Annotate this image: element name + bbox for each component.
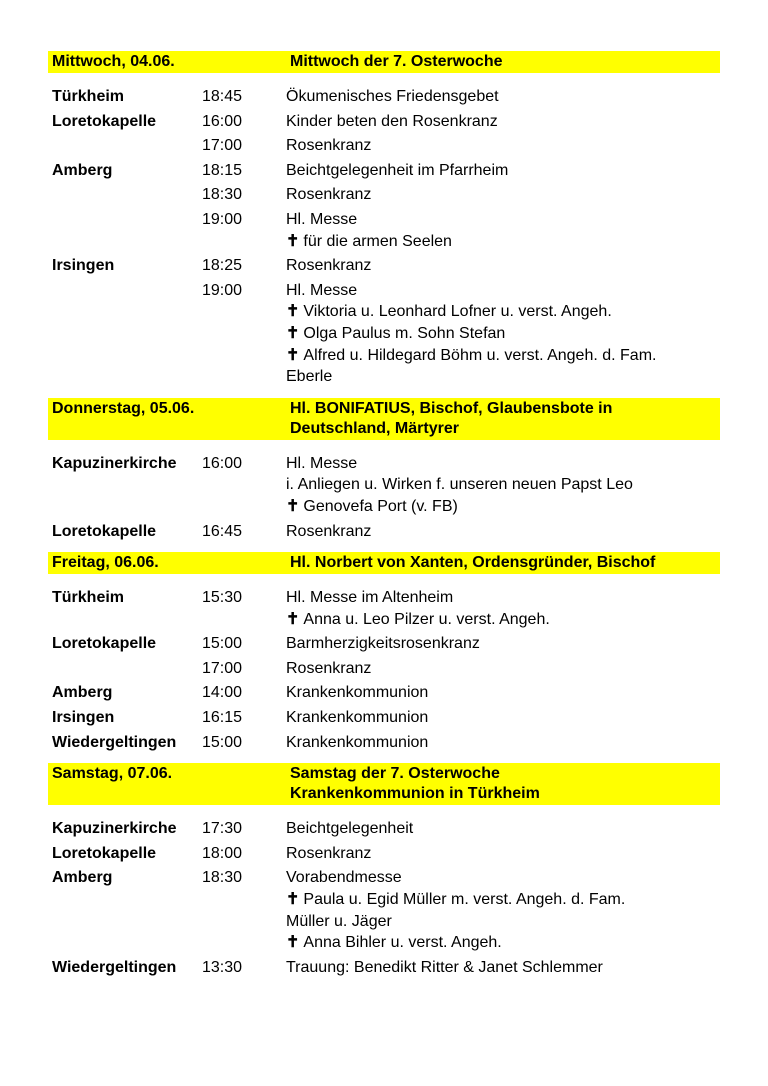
entry-line-text: Beichtgelegenheit im Pfarrheim xyxy=(286,161,509,179)
day-entries xyxy=(48,805,720,988)
entry-time: 15:30 xyxy=(202,589,243,607)
entry-line-text: Anna u. Leo Pilzer u. verst. Angeh. xyxy=(303,610,550,628)
cross-icon: ✝ xyxy=(286,891,300,909)
entry-time: 17:00 xyxy=(202,137,243,155)
entry-time: 14:00 xyxy=(202,684,243,702)
entry-time: 19:00 xyxy=(202,210,243,228)
day-title-line: Hl. BONIFATIUS, Bischof, Glaubensbote in xyxy=(290,399,613,417)
entry-time: 19:00 xyxy=(202,281,243,299)
entry-line-text: Vorabendmesse xyxy=(286,869,402,887)
day-date: Freitag, 06.06. xyxy=(52,554,159,572)
schedule-entry xyxy=(48,280,720,388)
entry-description xyxy=(286,957,720,979)
entry-line-text: Olga Paulus m. Sohn Stefan xyxy=(303,324,506,342)
cross-icon: ✝ xyxy=(286,303,300,321)
schedule-entry xyxy=(48,160,720,182)
schedule-entry xyxy=(48,633,720,655)
cross-icon: ✝ xyxy=(286,934,300,952)
schedule-entry xyxy=(48,184,720,206)
entry-time: 17:00 xyxy=(202,659,243,677)
day-title-line: Hl. Norbert von Xanten, Ordensgründer, Bischof xyxy=(290,554,656,572)
entry-description xyxy=(286,111,720,133)
entry-line-text: Krankenkommunion xyxy=(286,684,429,702)
entry-location: Kapuzinerkirche xyxy=(52,454,177,472)
schedule-entry xyxy=(48,86,720,108)
entry-line-text: Beichtgelegenheit xyxy=(286,820,414,838)
entry-time: 18:45 xyxy=(202,88,243,105)
entry-time: 13:30 xyxy=(202,958,243,976)
entry-line-text: Krankenkommunion xyxy=(286,733,429,751)
entry-description xyxy=(286,453,720,518)
entry-line-text: Rosenkranz xyxy=(286,844,372,862)
entry-time: 18:25 xyxy=(202,257,243,275)
schedule-entry xyxy=(48,867,720,953)
day-title xyxy=(290,764,716,804)
entry-line-text: für die armen Seelen xyxy=(303,232,452,250)
entry-line xyxy=(286,889,720,911)
entry-description xyxy=(286,682,720,704)
entry-line xyxy=(286,707,720,729)
entry-line xyxy=(286,86,720,108)
entry-time: 18:15 xyxy=(202,161,243,179)
schedule-entry xyxy=(48,135,720,157)
entry-line xyxy=(286,682,720,704)
entry-line-text: i. Anliegen u. Wirken f. unseren neuen Papst Leo xyxy=(286,476,633,494)
entry-line-text: Rosenkranz xyxy=(286,522,372,540)
entry-location xyxy=(52,184,202,206)
entry-description xyxy=(286,86,720,108)
entry-location: Wiedergeltingen xyxy=(52,958,177,976)
entry-location xyxy=(52,280,202,388)
entry-line-text: Hl. Messe xyxy=(286,454,358,472)
entry-line-text: Trauung: Benedikt Ritter & Janet Schlemmer xyxy=(286,958,603,976)
entry-line xyxy=(286,867,720,889)
entry-description xyxy=(286,135,720,157)
entry-description xyxy=(286,209,720,252)
entry-description xyxy=(286,280,720,388)
day-header xyxy=(48,552,720,574)
entry-line xyxy=(286,521,720,543)
day-entries xyxy=(48,73,720,398)
day-title xyxy=(290,52,716,72)
schedule-entry xyxy=(48,957,720,979)
day-title-line: Deutschland, Märtyrer xyxy=(290,419,459,437)
entry-location: Amberg xyxy=(52,684,113,702)
schedule-entry xyxy=(48,255,720,277)
day-title xyxy=(290,399,716,439)
entry-description xyxy=(286,867,720,953)
entry-location: Loretokapelle xyxy=(52,635,157,653)
entry-line xyxy=(286,587,720,609)
entry-line-text: Paula u. Egid Müller m. verst. Angeh. d. Fam. xyxy=(303,891,626,909)
entry-line xyxy=(286,135,720,157)
day-date: Samstag, 07.06. xyxy=(52,765,173,783)
entry-line xyxy=(286,453,720,475)
entry-description xyxy=(286,818,720,840)
entry-line xyxy=(286,957,720,979)
day-title-line: Krankenkommunion in Türkheim xyxy=(290,785,540,803)
entry-line xyxy=(286,280,720,302)
entry-line-text: Rosenkranz xyxy=(286,659,372,677)
day-date: Donnerstag, 05.06. xyxy=(52,399,195,417)
entry-line-text: Barmherzigkeitsrosenkranz xyxy=(286,635,480,653)
entry-line xyxy=(286,323,720,345)
entry-time: 18:00 xyxy=(202,844,243,862)
entry-line xyxy=(286,160,720,182)
entry-location: Wiedergeltingen xyxy=(52,733,177,751)
entry-description xyxy=(286,732,720,754)
day-title xyxy=(290,553,716,573)
schedule-entry xyxy=(48,111,720,133)
schedule-entry xyxy=(48,587,720,630)
entry-line xyxy=(286,366,720,388)
day-date: Mittwoch, 04.06. xyxy=(52,53,175,70)
entry-line xyxy=(286,818,720,840)
entry-time: 16:45 xyxy=(202,522,243,540)
entry-line xyxy=(286,932,720,954)
entry-line xyxy=(286,732,720,754)
day-entries xyxy=(48,440,720,552)
schedule-entry xyxy=(48,732,720,754)
entry-time: 15:00 xyxy=(202,733,243,751)
entry-line-text: Hl. Messe xyxy=(286,281,358,299)
entry-description xyxy=(286,160,720,182)
cross-icon: ✝ xyxy=(286,610,300,628)
day-header xyxy=(48,398,720,440)
entry-line-text: Rosenkranz xyxy=(286,257,372,275)
entry-time: 18:30 xyxy=(202,186,243,204)
schedule-entry xyxy=(48,521,720,543)
entry-description xyxy=(286,658,720,680)
entry-time: 15:00 xyxy=(202,635,243,653)
cross-icon: ✝ xyxy=(286,497,300,515)
schedule-entry xyxy=(48,818,720,840)
entry-line-text: Rosenkranz xyxy=(286,137,372,155)
entry-line-text: Ökumenisches Friedensgebet xyxy=(286,88,499,105)
entry-location xyxy=(52,135,202,157)
entry-location: Loretokapelle xyxy=(52,522,157,540)
entry-location: Türkheim xyxy=(52,589,125,607)
day-section xyxy=(48,398,720,552)
entry-time: 16:00 xyxy=(202,112,243,130)
day-title-line: Samstag der 7. Osterwoche xyxy=(290,765,500,783)
entry-location: Türkheim xyxy=(52,88,125,105)
entry-description xyxy=(286,633,720,655)
entry-line-text: Müller u. Jäger xyxy=(286,912,392,930)
cross-icon: ✝ xyxy=(286,232,300,250)
schedule-entry xyxy=(48,682,720,704)
entry-line xyxy=(286,255,720,277)
entry-line xyxy=(286,301,720,323)
entry-line-text: Hl. Messe xyxy=(286,210,358,228)
day-entries xyxy=(48,574,720,763)
entry-location: Loretokapelle xyxy=(52,112,157,130)
entry-time: 18:30 xyxy=(202,869,243,887)
entry-line xyxy=(286,633,720,655)
entry-line xyxy=(286,184,720,206)
entry-line-text: Eberle xyxy=(286,368,333,386)
entry-location xyxy=(52,209,202,252)
entry-description xyxy=(286,707,720,729)
entry-line-text: Viktoria u. Leonhard Lofner u. verst. Angeh. xyxy=(303,303,612,321)
entry-time: 16:15 xyxy=(202,709,243,727)
day-header xyxy=(48,763,720,805)
entry-location xyxy=(52,658,202,680)
entry-location: Loretokapelle xyxy=(52,844,157,862)
entry-description xyxy=(286,255,720,277)
entry-description xyxy=(286,843,720,865)
entry-location: Irsingen xyxy=(52,257,115,275)
entry-description xyxy=(286,587,720,630)
entry-location: Amberg xyxy=(52,869,113,887)
entry-line-text: Rosenkranz xyxy=(286,186,372,204)
day-section xyxy=(48,763,720,988)
entry-line xyxy=(286,231,720,253)
day-header xyxy=(48,51,720,73)
entry-line-text: Alfred u. Hildegard Böhm u. verst. Angeh. d. Fam. xyxy=(303,346,657,364)
day-title-line: Mittwoch der 7. Osterwoche xyxy=(290,53,503,70)
entry-line xyxy=(286,209,720,231)
schedule-page xyxy=(48,51,720,988)
entry-description xyxy=(286,184,720,206)
entry-line xyxy=(286,609,720,631)
entry-line xyxy=(286,345,720,367)
day-section xyxy=(48,552,720,763)
entry-line-text: Genovefa Port (v. FB) xyxy=(303,497,458,515)
entry-line-text: Anna Bihler u. verst. Angeh. xyxy=(303,934,502,952)
entry-line-text: Hl. Messe im Altenheim xyxy=(286,589,454,607)
entry-line-text: Krankenkommunion xyxy=(286,709,429,727)
entry-line xyxy=(286,496,720,518)
entry-line-text: Kinder beten den Rosenkranz xyxy=(286,112,498,130)
entry-description xyxy=(286,521,720,543)
entry-time: 16:00 xyxy=(202,454,243,472)
schedule-entry xyxy=(48,658,720,680)
entry-line xyxy=(286,474,720,496)
entry-line xyxy=(286,843,720,865)
schedule-entry xyxy=(48,707,720,729)
schedule-entry xyxy=(48,843,720,865)
entry-line xyxy=(286,658,720,680)
day-section xyxy=(48,51,720,398)
cross-icon: ✝ xyxy=(286,324,300,342)
entry-line xyxy=(286,111,720,133)
entry-location: Kapuzinerkirche xyxy=(52,820,177,838)
cross-icon: ✝ xyxy=(286,346,300,364)
entry-location: Irsingen xyxy=(52,709,115,727)
schedule-entry xyxy=(48,453,720,518)
entry-line xyxy=(286,911,720,933)
schedule-entry xyxy=(48,209,720,252)
entry-time: 17:30 xyxy=(202,820,243,838)
entry-location: Amberg xyxy=(52,161,113,179)
